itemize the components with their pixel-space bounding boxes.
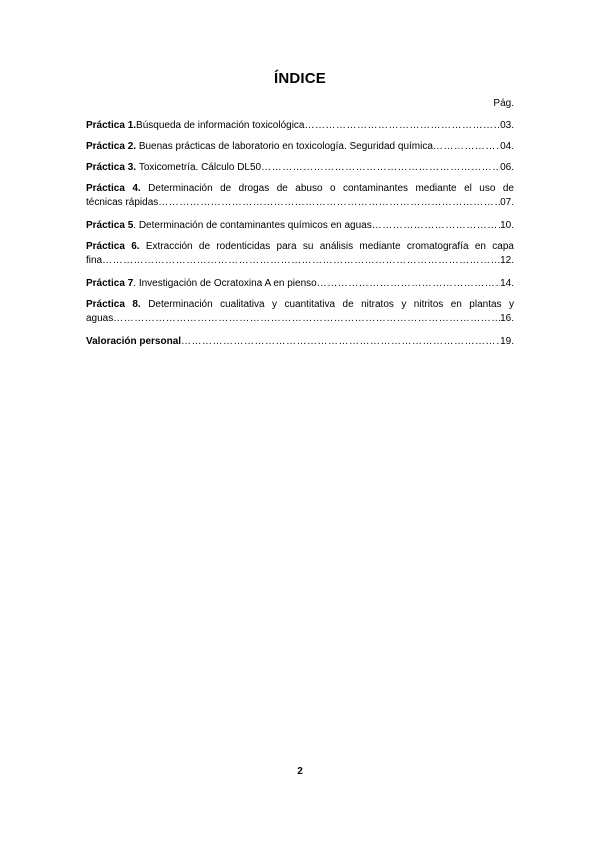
toc-entry-first-line	[86, 298, 514, 312]
toc-entry-8[interactable]	[86, 298, 514, 326]
toc-entry-2[interactable]	[86, 140, 514, 154]
index-title: ÍNDICE	[273, 70, 327, 87]
toc-entry-page: 03.	[500, 120, 514, 131]
toc-entry-label: Práctica 4.	[86, 183, 141, 194]
toc-entry-title: Determinación cualitativa y cuantitativa de nitratos y nitritos en plantas y	[148, 299, 514, 310]
toc-entry-page: 04.	[500, 141, 514, 152]
toc-entry-7[interactable]	[86, 277, 514, 291]
toc-entry-3[interactable]	[86, 161, 514, 175]
toc-entry-page: 07.	[500, 197, 514, 208]
toc-entry-page: 10.	[500, 220, 514, 231]
toc-entry-label: Valoración personal	[86, 336, 182, 347]
toc-entry-1[interactable]	[86, 119, 514, 133]
toc-entry-label: Práctica 3.	[86, 162, 137, 173]
toc-entry-title: Toxicometría. Cálculo DL50	[138, 162, 262, 173]
toc-entry-title: Extracción de rodenticidas para su análisis mediante cromatografía en capa	[145, 241, 514, 252]
leader-dots	[158, 196, 500, 210]
toc-entry-title: . Investigación de Ocratoxina A en pienso	[133, 278, 317, 289]
toc-entry-page: 16.	[500, 313, 514, 324]
toc-entry-first-line	[86, 182, 514, 196]
toc-entry-title-cont: técnicas rápidas	[86, 197, 159, 208]
toc-entry-label: Práctica 1.	[86, 120, 137, 131]
toc-entry-page: 06.	[500, 162, 514, 173]
toc-entry-label: Práctica 7	[86, 278, 134, 289]
toc-entry-label: Práctica 5	[86, 220, 134, 231]
leader-dots	[181, 335, 500, 349]
toc-entry-title: Determinación de drogas de abuso o contaminantes mediante el uso de	[148, 183, 514, 194]
leader-dots	[372, 219, 500, 233]
leader-dots	[261, 161, 500, 175]
toc-entry-title-cont: aguas	[86, 313, 114, 324]
toc-entry-5[interactable]	[86, 219, 514, 233]
toc-entry-6[interactable]	[86, 240, 514, 268]
toc-entry-4[interactable]	[86, 182, 514, 210]
leader-dots	[113, 312, 500, 326]
toc-entry-title: . Determinación de contaminantes químicos en aguas	[133, 220, 372, 231]
toc-entry-label: Práctica 6.	[86, 241, 140, 252]
toc-entry-title-cont: fina	[86, 255, 103, 266]
toc-entry-title: Búsqueda de información toxicológica	[136, 120, 305, 131]
toc-entry-label: Práctica 2.	[86, 141, 137, 152]
leader-dots	[304, 119, 500, 133]
leader-dots	[102, 254, 500, 268]
toc-entry-label: Práctica 8.	[86, 299, 141, 310]
page-column-label: Pág.	[493, 98, 514, 109]
leader-dots	[433, 140, 500, 154]
toc-entry-page: 14.	[500, 278, 514, 289]
toc-entry-title: Buenas prácticas de laboratorio en toxicología. Seguridad química	[138, 141, 433, 152]
toc-entry-first-line	[86, 240, 514, 254]
page-number: 2	[297, 766, 303, 777]
toc-entry-page: 12.	[500, 255, 514, 266]
toc-entry-page: 19.	[500, 336, 514, 347]
toc-entry-9[interactable]	[86, 335, 514, 349]
leader-dots	[317, 277, 500, 291]
